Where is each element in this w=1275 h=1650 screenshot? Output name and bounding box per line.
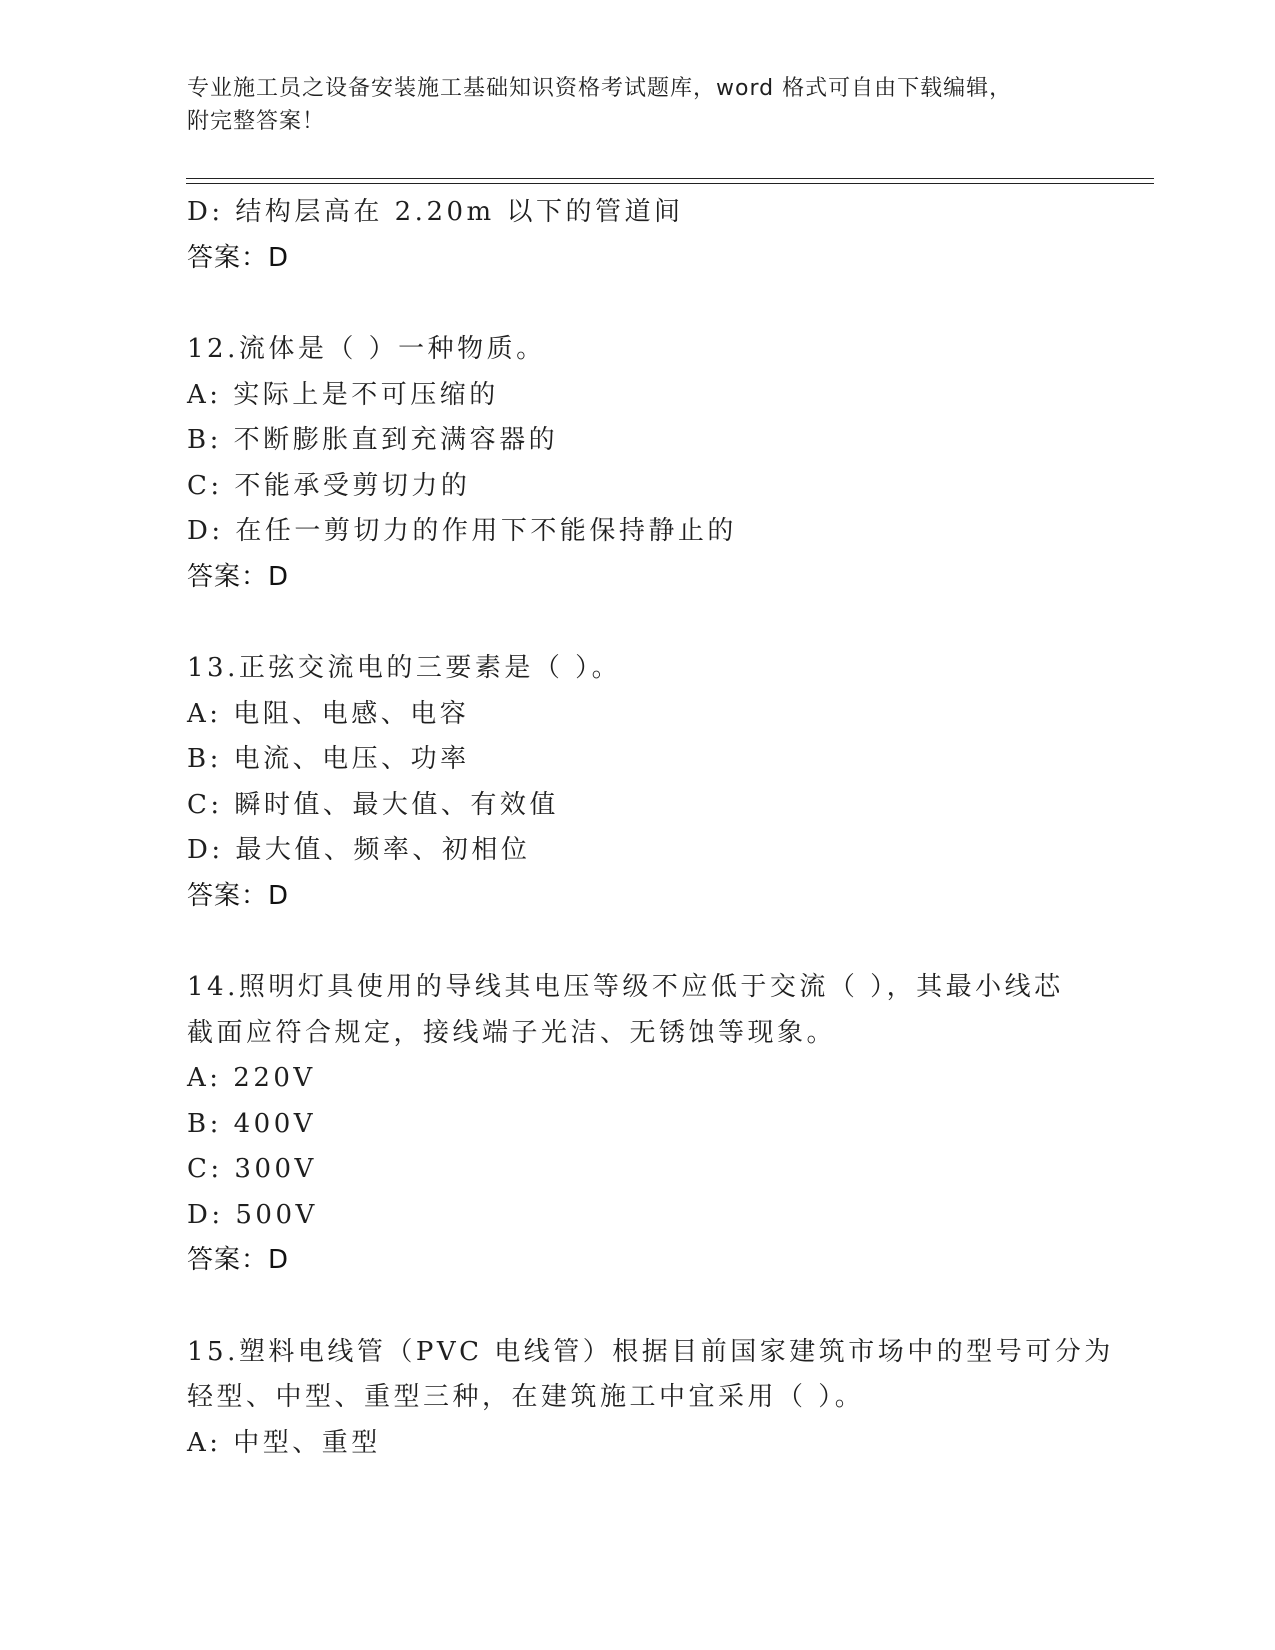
header-divider-bottom: [186, 183, 1154, 184]
question-12: [187, 327, 1087, 600]
question-14: [187, 965, 1087, 1284]
option-a: A: 实际上是不可压缩的: [187, 379, 499, 410]
spacer: [187, 919, 1087, 965]
option-d: D: 500V: [187, 1199, 318, 1230]
answer-line: 答案：D: [187, 242, 290, 273]
option-d: D: 结构层高在 2.20m 以下的管道间: [187, 197, 684, 227]
option-d: D: 最大值、频率、初相位: [187, 835, 531, 865]
header-line-1: 专业施工员之设备安装施工基础知识资格考试题库，word 格式可自由下载编辑，: [187, 76, 1013, 101]
spacer: [187, 1284, 1087, 1330]
option-b: B: 电流、电压、功率: [187, 744, 470, 774]
option-b: B: 400V: [187, 1108, 317, 1139]
option-d: D: 在任一剪切力的作用下不能保持静止的: [187, 516, 737, 546]
answer-line: 答案：D: [187, 880, 290, 911]
option-c: C: 300V: [187, 1154, 317, 1184]
option-b: B: 不断膨胀直到充满容器的: [187, 425, 559, 455]
question-stem-line-1: 14.照明灯具使用的导线其电压等级不应低于交流（ ），其最小线芯: [187, 972, 1064, 1002]
option-c: C: 不能承受剪切力的: [187, 470, 471, 501]
option-a: A: 220V: [187, 1063, 316, 1093]
question-stem-line-2: 轻型、中型、重型三种，在建筑施工中宜采用（ ）。: [187, 1382, 865, 1412]
option-a: A: 电阻、电感、电容: [187, 698, 470, 729]
option-c: C: 瞬时值、最大值、有效值: [187, 789, 559, 820]
continued-question: [187, 190, 1087, 281]
question-stem: 12.流体是（ ）一种物质。: [187, 334, 546, 364]
spacer: [187, 600, 1087, 646]
document-header: [187, 72, 1087, 138]
answer-line: 答案：D: [187, 1245, 290, 1275]
header-line-2: 附完整答案！: [187, 109, 326, 134]
header-divider-top: [186, 178, 1154, 179]
question-stem: 13.正弦交流电的三要素是（ ）。: [187, 653, 622, 683]
question-13: [187, 646, 1087, 919]
question-stem-line-2: 截面应符合规定，接线端子光洁、无锈蚀等现象。: [187, 1017, 837, 1048]
answer-line: 答案：D: [187, 561, 290, 592]
question-list: [187, 190, 1114, 1466]
question-15: [187, 1330, 1114, 1467]
spacer: [187, 281, 1087, 327]
option-a: A: 中型、重型: [187, 1427, 381, 1458]
question-stem-line-1: 15.塑料电线管（PVC 电线管）根据目前国家建筑市场中的型号可分为: [187, 1336, 1114, 1367]
